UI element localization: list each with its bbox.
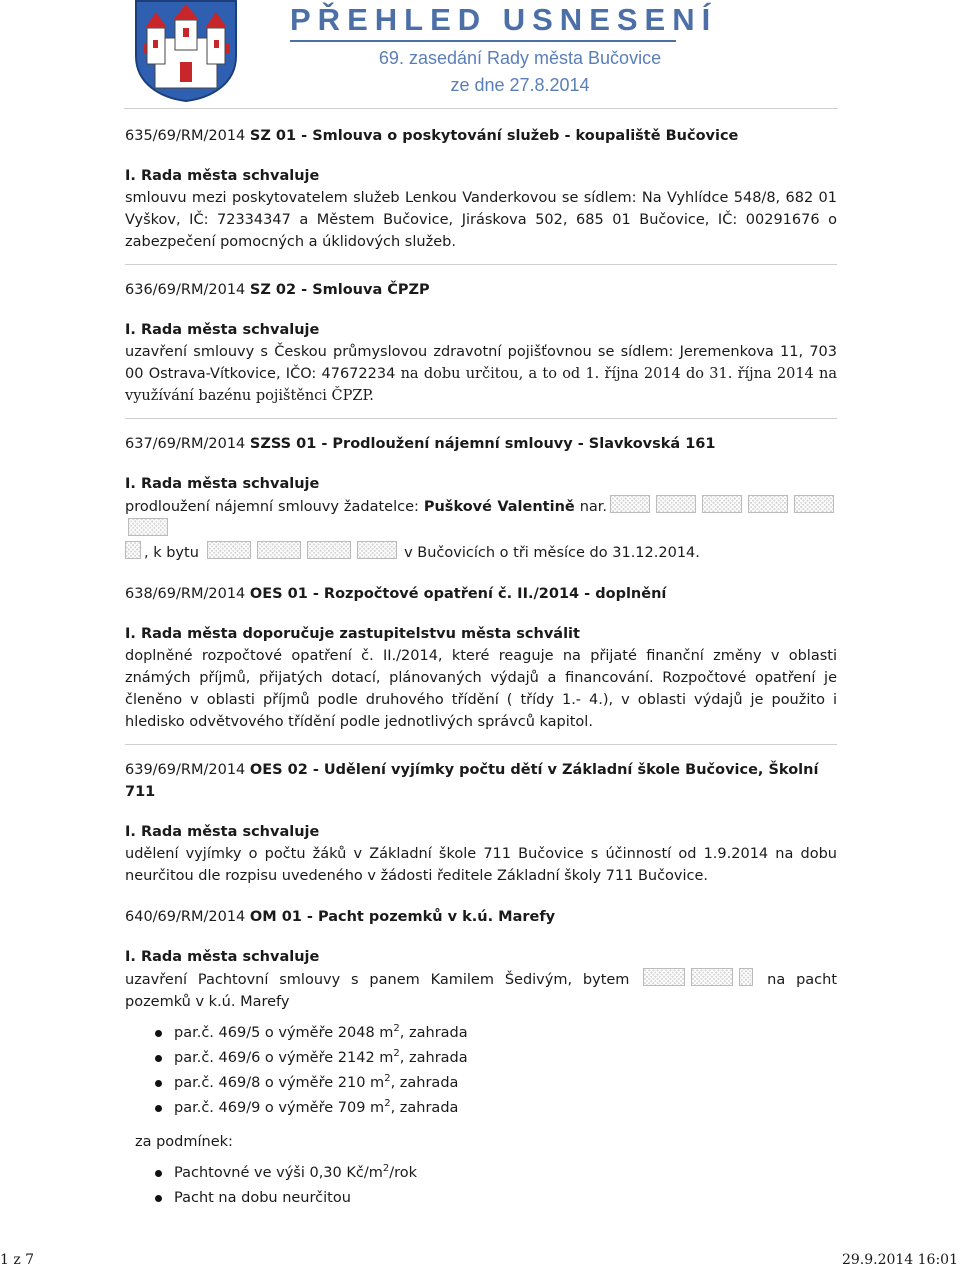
page-counter: 1 z 7 xyxy=(0,1252,35,1268)
list-item xyxy=(174,1096,837,1121)
meeting-date: ze dne 27.8.2014 xyxy=(450,75,590,95)
resolution-number: 636/69/RM/2014 xyxy=(125,282,246,298)
resolution-number: 640/69/RM/2014 xyxy=(125,909,246,925)
resolution-decision-heading: I. Rada města schvaluje xyxy=(125,168,320,184)
resolution-subject: SZ 01 - Smlouva o poskytování služeb - koupaliště Bučovice xyxy=(249,128,739,144)
redacted-block xyxy=(702,495,742,513)
parcel-type: , zahrada xyxy=(399,1025,468,1041)
parcel-type: , zahrada xyxy=(390,1100,459,1116)
unit-exponent: 2 xyxy=(393,1023,400,1035)
resolution-text-part: v Bučovicích o tři měsíce do 31.12.2014. xyxy=(404,545,700,561)
redacted-block xyxy=(691,968,733,986)
parcel-text: par.č. 469/8 o výměře 210 m xyxy=(174,1075,385,1091)
meeting-name: 69. zasedání Rady města Bučovice xyxy=(378,48,662,68)
title-underline xyxy=(290,40,676,42)
resolution-decision-heading: I. Rada města schvaluje xyxy=(125,322,320,338)
resolution-subject: SZ 02 - Smlouva ČPZP xyxy=(249,282,430,298)
unit-exponent: 2 xyxy=(382,1163,390,1175)
resolution-subject: SZSS 01 - Prodloužení nájemní smlouvy - Slavkovská 161 xyxy=(249,436,716,452)
resolution-text-part: , k bytu xyxy=(144,545,199,561)
condition-tail: /rok xyxy=(389,1165,418,1181)
resolution-decision-heading: I. Rada města schvaluje xyxy=(125,824,320,840)
parcel-text: par.č. 469/9 o výměře 709 m xyxy=(174,1100,385,1116)
print-timestamp: 29.9.2014 16:01 xyxy=(841,1252,958,1268)
unit-exponent: 2 xyxy=(393,1048,400,1060)
redacted-block xyxy=(307,541,351,559)
resolution-subject: OM 01 - Pacht pozemků v k.ú. Marefy xyxy=(249,909,556,925)
unit-exponent: 2 xyxy=(384,1098,391,1110)
redacted-block xyxy=(610,495,650,513)
condition-text: Pacht na dobu neurčitou xyxy=(174,1190,351,1206)
section-divider xyxy=(125,418,837,419)
parcel-type: , zahrada xyxy=(390,1075,459,1091)
redacted-block xyxy=(748,495,788,513)
redacted-block xyxy=(125,541,141,559)
resolution-title xyxy=(125,906,837,928)
list-item xyxy=(174,1161,837,1186)
resolution-number: 637/69/RM/2014 xyxy=(125,436,246,452)
resolution-text-part: na pacht pozemků v k.ú. Marefy xyxy=(125,972,838,1010)
section-divider xyxy=(125,572,837,573)
redacted-block xyxy=(656,495,696,513)
resolution-subject: OES 02 - Udělení vyjímky počtu dětí v Základní škole Bučovice, Školní 711 xyxy=(125,762,819,800)
resolution-text-part: uzavření Pachtovní smlouvy s panem Kamilem Šedivým, bytem xyxy=(125,972,630,988)
redacted-block xyxy=(257,541,301,559)
resolution-text: udělení vyjímky o počtu žáků v Základní škole 711 Bučovice s účinností od 1.9.2014 na dobu neurčitou dle rozpisu uvedeného v žádosti ředitele Základní školy 711 Bučovice. xyxy=(125,846,837,884)
resolution-text xyxy=(125,341,837,407)
parcel-type: , zahrada xyxy=(399,1050,468,1066)
resolution-number: 635/69/RM/2014 xyxy=(125,128,246,144)
unit-exponent: 2 xyxy=(384,1073,391,1085)
resolution-title xyxy=(125,279,837,301)
list-item xyxy=(174,1046,837,1071)
redacted-block xyxy=(207,541,251,559)
resolution-text: smlouvu mezi poskytovatelem služeb Lenkou Vanderkovou se sídlem: Na Vyhlídce 548/8, 682 01 Vyškov, IČ: 72334347 a Městem Bučovice, Jiráskova 502, 685 01 Bučovice, IČ: 00291676 o zabezpečení pomocných a úklidových služeb. xyxy=(125,190,837,250)
parcel-text: par.č. 469/5 o výměře 2048 m xyxy=(174,1025,394,1041)
resolution-title xyxy=(125,433,837,455)
redacted-block xyxy=(794,495,834,513)
redacted-block xyxy=(357,541,397,559)
resolutions-list xyxy=(125,125,837,1211)
redacted-block xyxy=(739,968,753,986)
resolution-decision-heading: I. Rada města schvaluje xyxy=(125,476,320,492)
resolution-decision-heading: I. Rada města schvaluje xyxy=(125,949,320,965)
section-divider xyxy=(125,744,837,745)
resolution-subject: OES 01 - Rozpočtové opatření č. II./2014 - doplnění xyxy=(249,586,667,602)
resolution-decision-heading: I. Rada města doporučuje zastupitelstvu města schválit xyxy=(125,626,580,642)
parcel-list xyxy=(125,1021,837,1121)
tenant-name: Puškové Valentině xyxy=(423,499,575,515)
resolution-text-part: prodloužení nájemní smlouvy žadatelce: xyxy=(125,499,419,515)
header-divider xyxy=(124,108,838,109)
section-divider xyxy=(125,895,837,896)
redacted-block xyxy=(643,968,685,986)
document-title: PŘEHLED USNESENÍ xyxy=(290,2,718,37)
resolution-636 xyxy=(125,279,837,407)
resolution-text xyxy=(125,968,837,1013)
resolution-text: doplněné rozpočtové opatření č. II./2014, které reaguje na přijaté finanční změny v oblasti známých příjmů, přijatých dotací, plánovaných výdajů a financování. Rozpočtové opatření je členěno v oblasti příjmů podle druhového třídění ( třídy 1.- 4.), v oblasti výdajů je použito i hledisko odvětvového třídění podle jednotlivých správců kapitol. xyxy=(125,648,837,730)
resolution-text-part: na dobu určitou, a to od 1. října 2014 do 31. října 2014 na využívání bazénu pojištěnci ČPZP. xyxy=(125,366,838,404)
document-header xyxy=(0,0,960,110)
resolution-text-part: nar. xyxy=(579,499,608,515)
resolution-635 xyxy=(125,125,837,253)
resolution-text xyxy=(125,495,837,564)
resolution-title xyxy=(125,759,837,803)
resolution-637 xyxy=(125,433,837,564)
resolution-number: 638/69/RM/2014 xyxy=(125,586,246,602)
resolution-number: 639/69/RM/2014 xyxy=(125,762,246,778)
conditions-list xyxy=(125,1161,837,1211)
redacted-block xyxy=(128,518,168,536)
condition-text: Pachtovné ve výši 0,30 Kč/m xyxy=(174,1165,383,1181)
resolution-title xyxy=(125,125,837,147)
resolution-638 xyxy=(125,583,837,733)
list-item xyxy=(174,1021,837,1046)
resolution-title xyxy=(125,583,837,605)
parcel-text: par.č. 469/6 o výměře 2142 m xyxy=(174,1050,394,1066)
conditions-label: za podmínek: xyxy=(135,1134,233,1150)
resolution-640 xyxy=(125,906,837,1211)
resolution-639 xyxy=(125,759,837,887)
resolution-text-part: uzavření smlouvy s Českou průmyslovou zdravotní pojišťovnou se sídlem: Jeremenkova 11, 703 00 Ostrava-Vítkovice, IČO: 47672234 xyxy=(125,344,837,382)
list-item xyxy=(174,1186,837,1211)
section-divider xyxy=(125,264,837,265)
list-item xyxy=(174,1071,837,1096)
